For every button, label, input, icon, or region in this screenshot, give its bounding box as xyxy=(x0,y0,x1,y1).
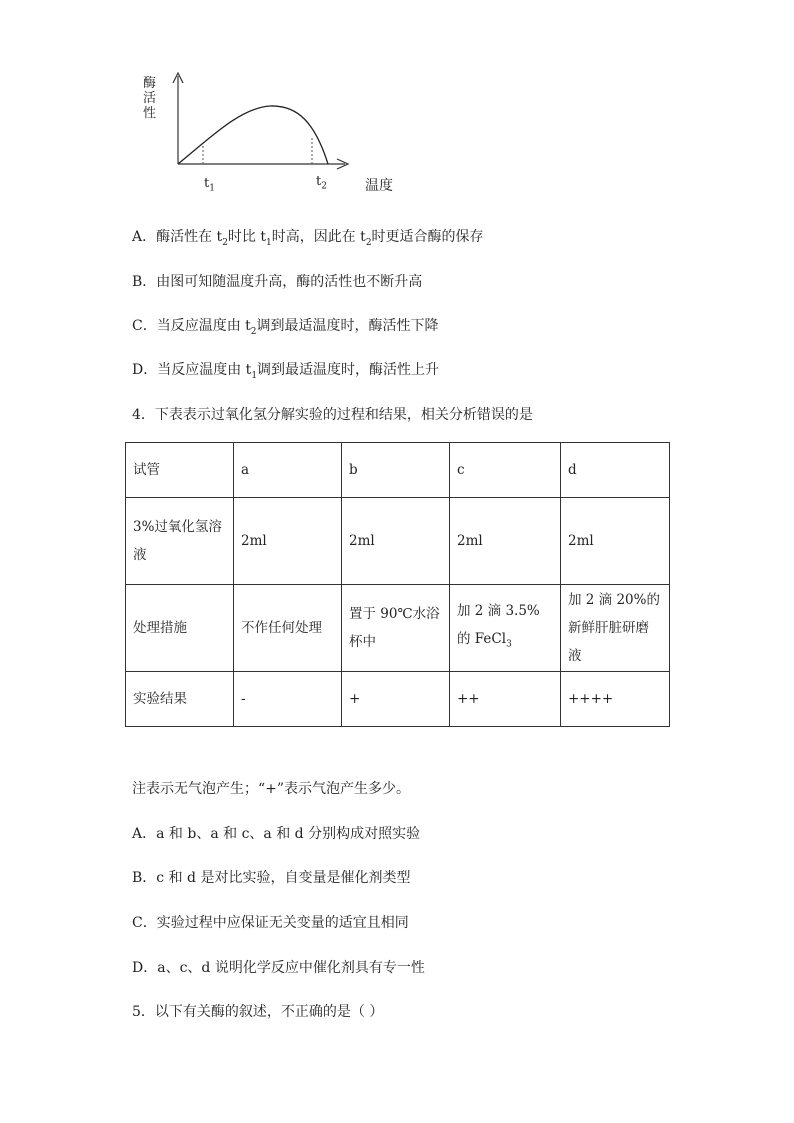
table-cell: 加 2 滴 20%的新鲜肝脏研磨液 xyxy=(561,585,670,672)
q3a-sub3: 2 xyxy=(365,237,372,248)
t2-label xyxy=(316,174,327,192)
table-cell: b xyxy=(342,443,450,498)
table-cell: ++ xyxy=(450,672,561,727)
q3c-part1: C．当反应温度由 t xyxy=(132,318,251,334)
q3-option-b: B．由图可知随温度升高，酶的活性也不断升高 xyxy=(132,274,423,290)
q3d-sub1: 1 xyxy=(251,370,258,381)
q3a-part2: 时比 t xyxy=(227,229,266,245)
q4-option-c: C．实验过程中应保证无关变量的适宜且相同 xyxy=(132,915,409,931)
t2-base: t xyxy=(316,174,322,189)
table-cell: + xyxy=(342,672,450,727)
table-cell: 2ml xyxy=(561,498,670,585)
table-cell: ++++ xyxy=(561,672,670,727)
t2-subscript: 2 xyxy=(321,181,327,192)
q3-option-c xyxy=(132,315,439,337)
table-cell: d xyxy=(561,443,670,498)
q3a-part3: 时高，因此在 t xyxy=(271,229,366,245)
q3c-part2: 调到最适温度时，酶活性下降 xyxy=(256,318,439,334)
q3-option-a xyxy=(132,226,484,248)
table-cell xyxy=(450,585,561,672)
q3a-part1: A．酶活性在 t xyxy=(132,229,223,245)
q3a-sub2: 1 xyxy=(266,237,272,248)
q3d-part2: 调到最适温度时，酶活性上升 xyxy=(257,362,440,378)
q5-stem: 5．以下有关酶的叙述，不正确的是（ ） xyxy=(132,1004,384,1020)
table-cell: c xyxy=(450,443,561,498)
table-row xyxy=(126,443,670,498)
x-axis-label: 温度 xyxy=(365,178,393,194)
table-row xyxy=(126,498,670,585)
table-cell: a xyxy=(234,443,342,498)
fecl3-subscript: 3 xyxy=(506,639,512,650)
experiment-table xyxy=(125,442,670,727)
table-cell: 2ml xyxy=(450,498,561,585)
q4-stem: 4．下表表示过氧化氢分解实验的过程和结果，相关分析错误的是 xyxy=(132,407,533,423)
table-cell: - xyxy=(234,672,342,727)
table-cell: 2ml xyxy=(342,498,450,585)
table-row xyxy=(126,585,670,672)
q3a-part4: 时更适合酶的保存 xyxy=(371,229,484,245)
t1-subscript: 1 xyxy=(209,183,215,194)
q3c-sub1: 2 xyxy=(250,326,257,337)
q3d-part1: D．当反应温度由 t xyxy=(132,362,252,378)
q3a-sub1: 2 xyxy=(222,237,228,248)
fecl3-text: 加 2 滴 3.5%的 FeCl xyxy=(457,603,540,648)
t1-base: t xyxy=(204,176,210,191)
table-cell: 试管 xyxy=(126,443,234,498)
table-cell: 不作任何处理 xyxy=(234,585,342,672)
table-note: 注表示无气泡产生；“+”表示气泡产生多少。 xyxy=(132,781,411,797)
table-row xyxy=(126,672,670,727)
enzyme-activity-graph xyxy=(140,68,410,198)
table-cell: 2ml xyxy=(234,498,342,585)
table-cell: 置于 90℃水浴杯中 xyxy=(342,585,450,672)
q4-option-a: A．a 和 b、a 和 c、a 和 d 分别构成对照实验 xyxy=(132,826,421,842)
q4-option-d: D．a、c、d 说明化学反应中催化剂具有专一性 xyxy=(132,960,425,976)
q3-option-d xyxy=(132,359,439,381)
activity-curve xyxy=(178,106,328,164)
y-axis-label: 酶活性 xyxy=(143,76,157,121)
t1-label xyxy=(204,176,215,194)
table-cell: 实验结果 xyxy=(126,672,234,727)
table-cell: 处理措施 xyxy=(126,585,234,672)
table-cell: 3%过氧化氢溶液 xyxy=(126,498,234,585)
q4-option-b: B．c 和 d 是对比实验，自变量是催化剂类型 xyxy=(132,870,411,886)
